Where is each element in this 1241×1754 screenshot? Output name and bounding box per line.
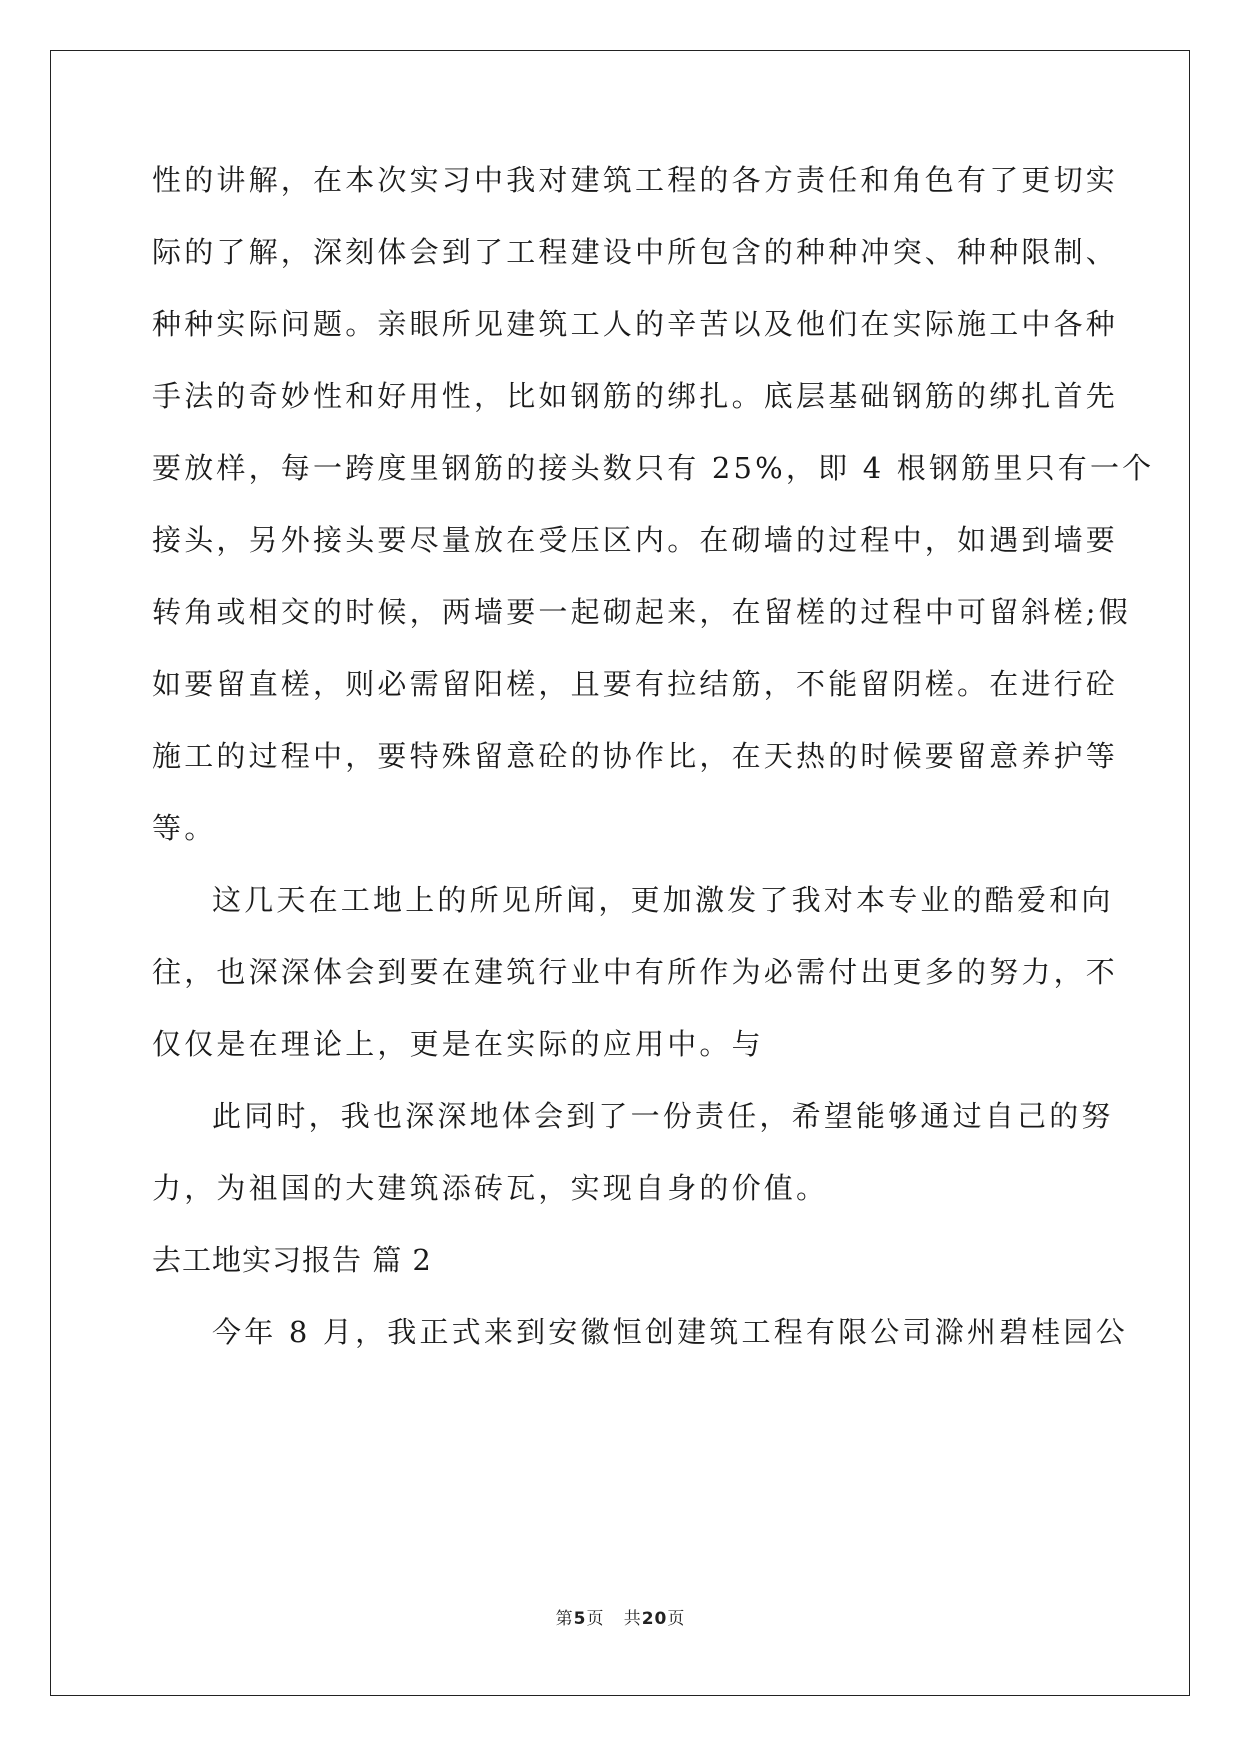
page-footer [0,1604,1241,1629]
footer-total-suffix: 页 [667,1609,686,1629]
paragraph-line: 手法的奇妙性和好用性，比如钢筋的绑扎。底层基础钢筋的绑扎首先 [152,379,1119,413]
paragraph-line: 仅仅是在理论上，更是在实际的应用中。与 [152,1027,764,1061]
footer-page-number: 5 [573,1609,587,1629]
footer-page-suffix: 页 [586,1609,605,1629]
section-heading: 去工地实习报告 篇 2 [152,1243,432,1277]
paragraph-line: 际的了解，深刻体会到了工程建设中所包含的种种冲突、种种限制、 [152,235,1119,269]
footer-prefix: 第 [555,1609,574,1629]
paragraph-line: 如要留直槎，则必需留阳槎，且要有拉结筋，不能留阴槎。在进行砼 [152,667,1119,701]
paragraph-line: 这几天在工地上的所见所闻，更加激发了我对本专业的酷爱和向 [212,883,1114,917]
paragraph-line: 性的讲解，在本次实习中我对建筑工程的各方责任和角色有了更切实 [152,163,1119,197]
page-border [50,50,1190,1696]
paragraph-line: 今年 8 月，我正式来到安徽恒创建筑工程有限公司滁州碧桂园公 [212,1315,1128,1349]
paragraph-line: 力，为祖国的大建筑添砖瓦，实现自身的价值。 [152,1171,829,1205]
paragraph-line: 种种实际问题。亲眼所见建筑工人的辛苦以及他们在实际施工中各种 [152,307,1119,341]
paragraph-line: 此同时，我也深深地体会到了一份责任，希望能够通过自己的努 [212,1099,1114,1133]
paragraph-line: 接头，另外接头要尽量放在受压区内。在砌墙的过程中，如遇到墙要 [152,523,1119,557]
paragraph-line: 等。 [152,811,217,845]
paragraph-line: 施工的过程中，要特殊留意砼的协作比，在天热的时候要留意养护等 [152,739,1119,773]
paragraph-line: 往，也深深体会到要在建筑行业中有所作为必需付出更多的努力，不 [152,955,1119,989]
footer-total-prefix: 共 [623,1609,642,1629]
paragraph-line: 转角或相交的时候，两墙要一起砌起来，在留槎的过程中可留斜槎;假 [152,595,1131,629]
footer-total-pages: 20 [641,1609,668,1629]
paragraph-line: 要放样，每一跨度里钢筋的接头数只有 25%，即 4 根钢筋里只有一个 [152,451,1155,485]
